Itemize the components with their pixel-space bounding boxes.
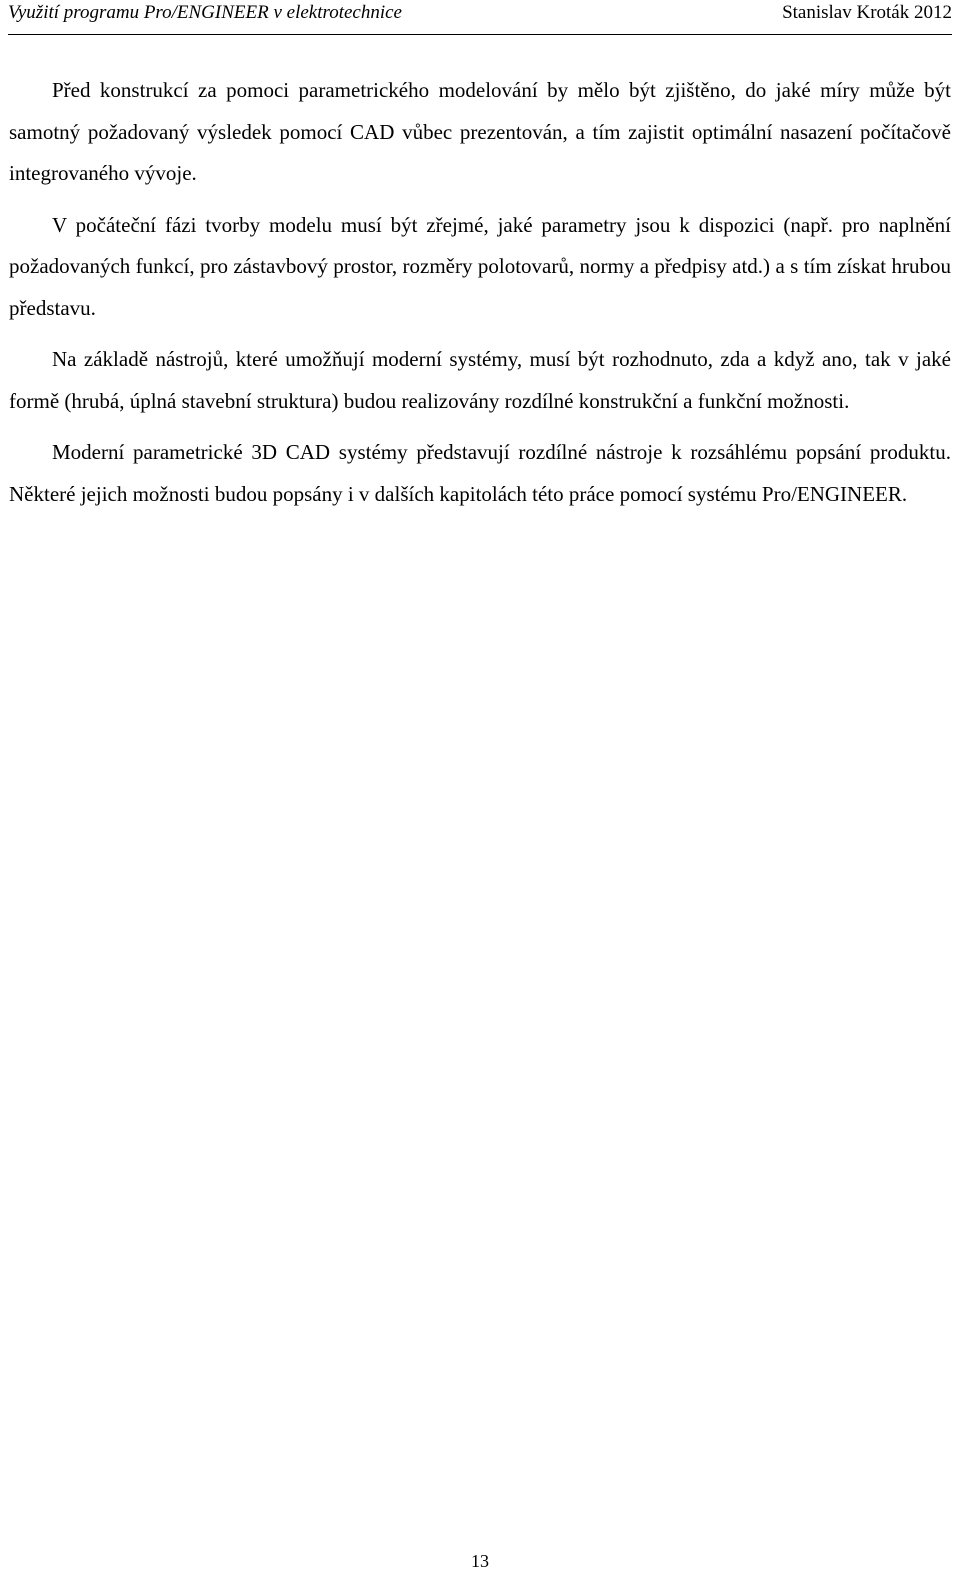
- header-document-title: Využití programu Pro/ENGINEER v elektrotechnice: [8, 2, 402, 23]
- page-number: 13: [471, 1551, 489, 1571]
- paragraph-2: V počáteční fázi tvorby modelu musí být zřejmé, jaké parametry jsou k dispozici (např. pro naplnění požadovaných funkcí, pro zástavbový prostor, rozměry polotovarů, normy a předpisy atd.) a s tím získat hrubou představu.: [9, 212, 951, 320]
- paragraph-1: Před konstrukcí za pomoci parametrického modelování by mělo být zjištěno, do jaké míry může být samotný požadovaný výsledek pomocí CAD vůbec prezentován, a tím zajistit optimální nasazení počítačově integrovaného vývoje.: [9, 78, 951, 185]
- body-text: [9, 70, 951, 525]
- paragraph-3: Na základě nástrojů, které umožňují moderní systémy, musí být rozhodnuto, zda a když ano, tak v jaké formě (hrubá, úplná stavební struktura) budou realizovány rozdílné konstrukční a funkční možnosti.: [9, 347, 951, 413]
- page-header: [8, 0, 952, 35]
- header-author-year: Stanislav Kroták 2012: [782, 2, 952, 23]
- paragraph-4: Moderní parametrické 3D CAD systémy představují rozdílné nástroje k rozsáhlému popsání produktu. Některé jejich možnosti budou popsány i v dalších kapitolách této práce pomocí systému Pro/ENGINEER.: [9, 440, 951, 506]
